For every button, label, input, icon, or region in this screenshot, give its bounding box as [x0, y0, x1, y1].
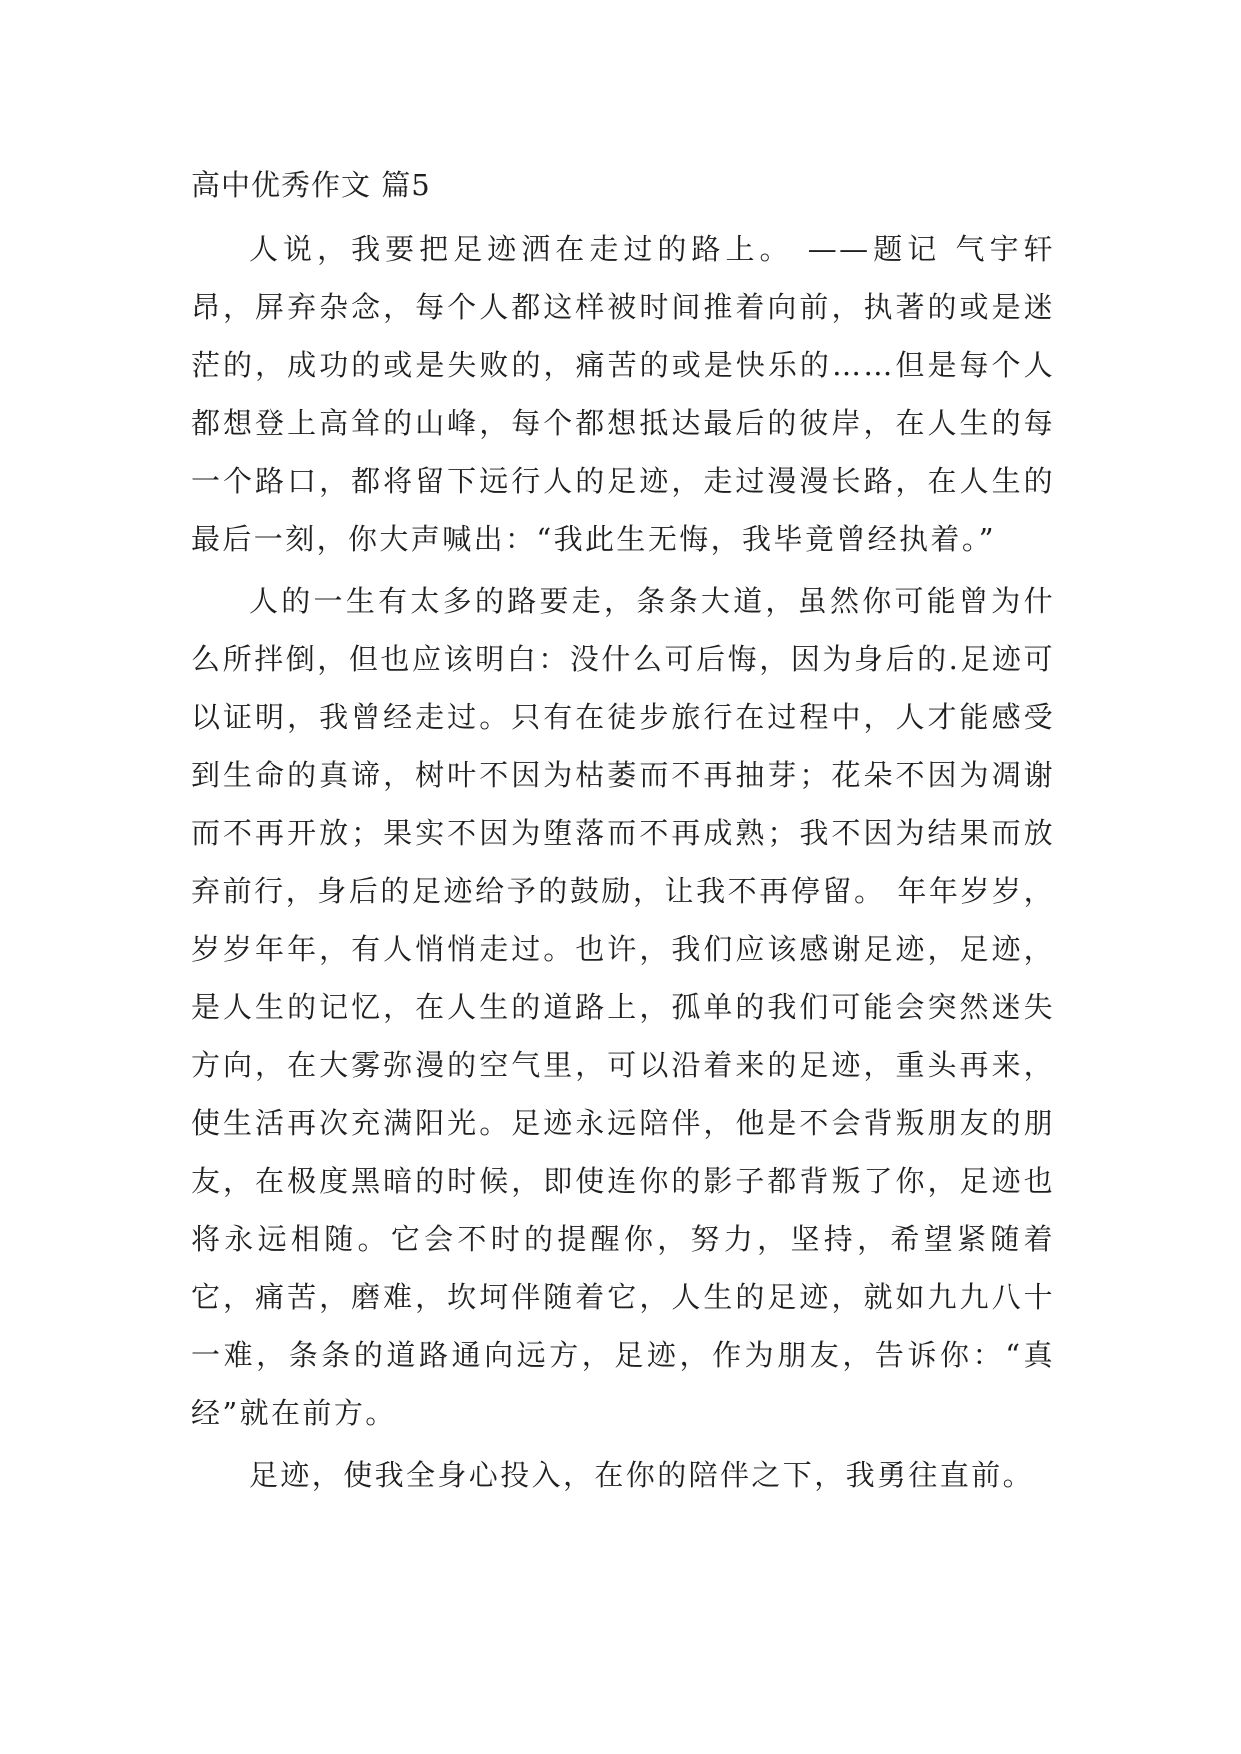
paragraph-1: 人说，我要把足迹洒在走过的路上。 ——题记 气宇轩昂，屏弃杂念，每个人都这样被时间推着向前，执著的或是迷茫的，成功的或是失败的，痛苦的或是快乐的……但是每个人都想登上高耸的山峰，每个都想抵达最后的彼岸，在人生的每一个路口，都将留下远行人的足迹，走过漫漫长路，在人生的最后一刻，你大声喊出：“我此生无悔，我毕竟曾经执着。” — [191, 232, 1055, 556]
essay-title: 高中优秀作文 篇5 — [191, 168, 431, 202]
document-body — [191, 156, 1055, 1504]
paragraph-3: 足迹，使我全身心投入，在你的陪伴之下，我勇往直前。 — [249, 1458, 1035, 1492]
paragraph-2: 人的一生有太多的路要走，条条大道，虽然你可能曾为什么所拌倒，但也应该明白：没什么可后悔，因为身后的.足迹可以证明，我曾经走过。只有在徒步旅行在过程中，人才能感受到生命的真谛，树叶不因为枯萎而不再抽芽；花朵不因为凋谢而不再开放；果实不因为堕落而不再成熟；我不因为结果而放弃前行，身后的足迹给予的鼓励，让我不再停留。 年年岁岁，岁岁年年，有人悄悄走过。也许，我们应该感谢足迹，足迹，是人生的记忆，在人生的道路上，孤单的我们可能会突然迷失方向，在大雾弥漫的空气里，可以沿着来的足迹，重头再来，使生活再次充满阳光。足迹永远陪伴，他是不会背叛朋友的朋友，在极度黑暗的时候，即使连你的影子都背叛了你，足迹也将永远相随。它会不时的提醒你，努力，坚持，希望紧随着它，痛苦，磨难，坎坷伴随着它，人生的足迹，就如九九八十一难，条条的道路通向远方，足迹，作为朋友，告诉你：“真经”就在前方。 — [191, 584, 1055, 1430]
